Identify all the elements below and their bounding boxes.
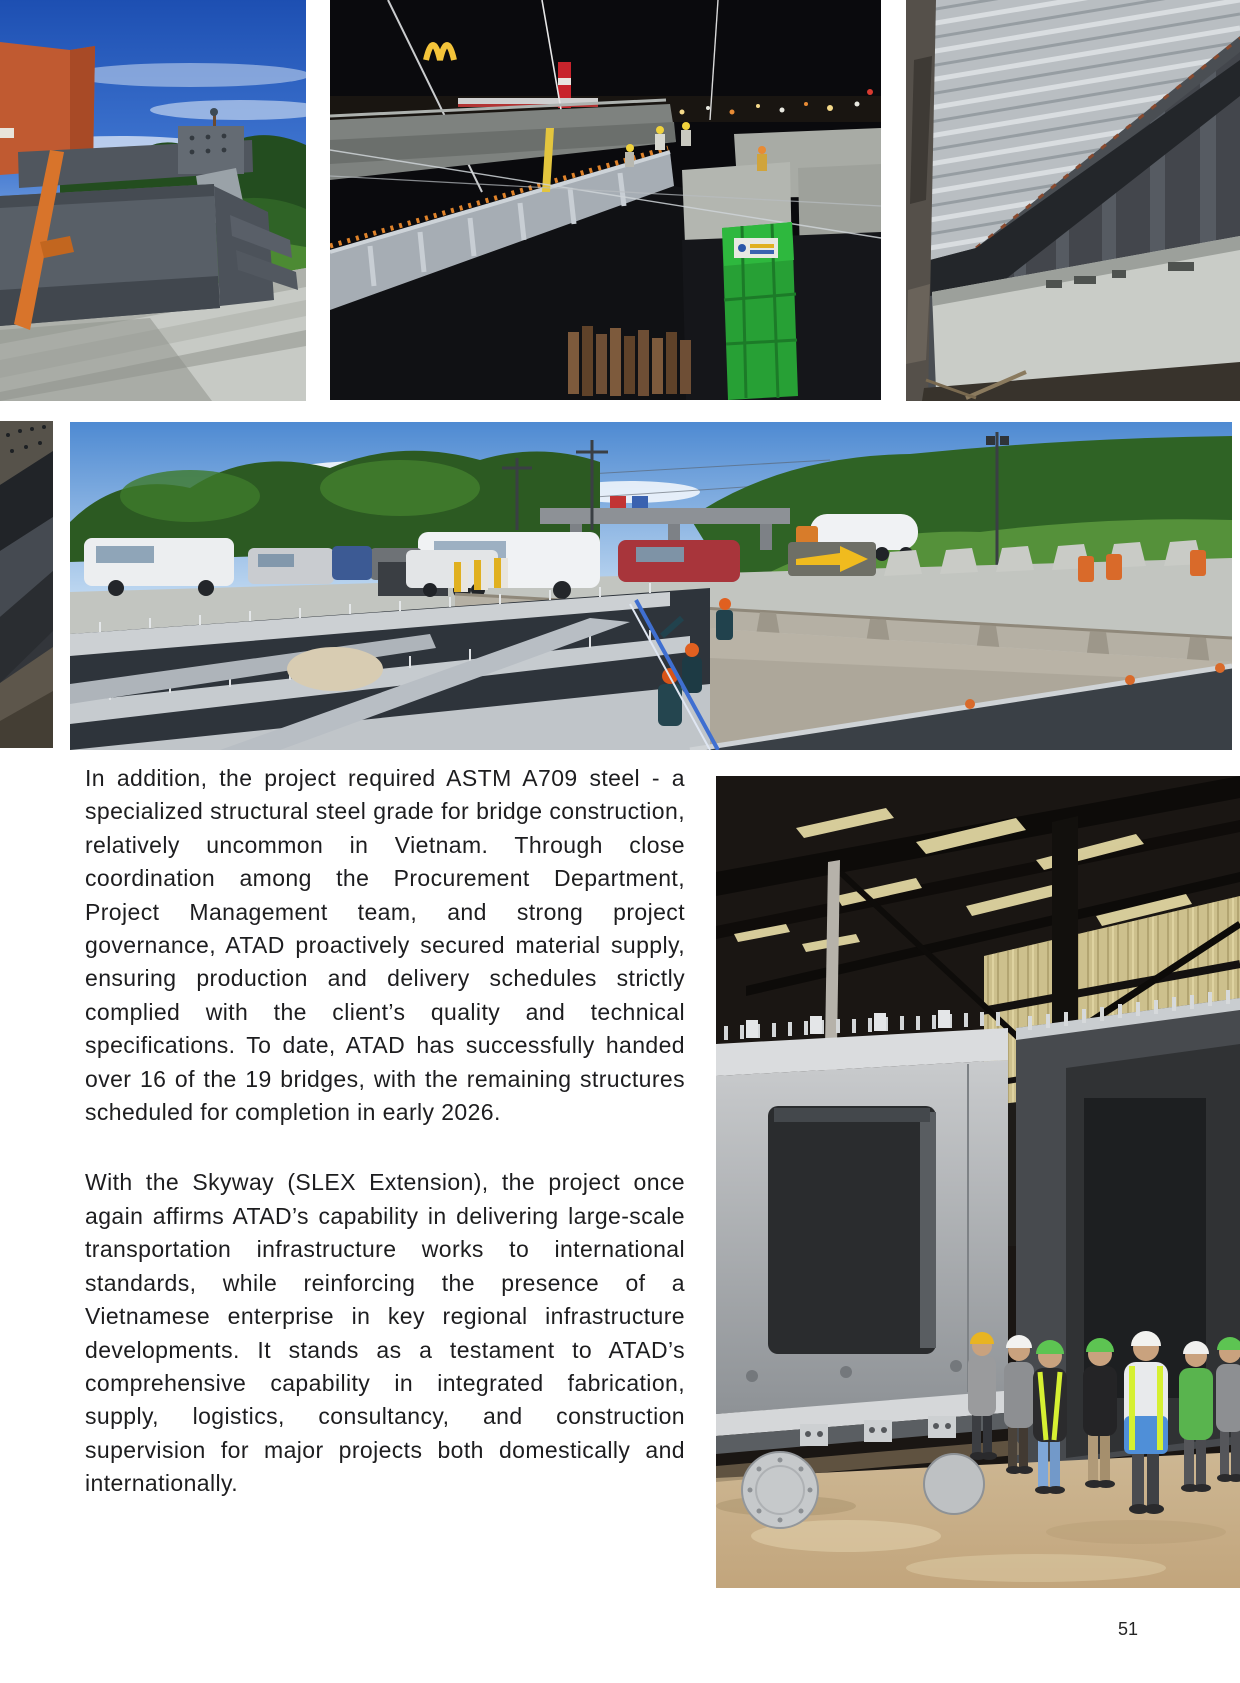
photo-highway-girders: [70, 422, 1232, 750]
photo-highway-girders-art: [70, 422, 1232, 750]
photo-night-erection: [330, 0, 881, 400]
article-paragraph-2: With the Skyway (SLEX Extension), the project once again affirms ATAD’s capability in delivering large-scale transportation infrastructure works to international standards, while reinforcing the presence of a Vietnamese enterprise in key regional infrastructure developments. It stands as a testament to ATAD’s comprehensive capability in integrated fabrication, supply, logistics, consultancy, and construction supervision for major projects both domestically and internationally.: [85, 1169, 685, 1497]
photo-bridge-underside-art: [906, 0, 1240, 401]
page-number: 51: [1117, 1619, 1139, 1639]
photo-girder-closeup-art: [0, 421, 53, 748]
photo-bridge-underside: [906, 0, 1240, 401]
photo-girder-closeup: [0, 421, 53, 748]
photo-girder-on-deck-art: [0, 0, 306, 401]
photo-factory-box-girder-art: [716, 776, 1240, 1588]
photo-night-erection-art: [330, 0, 881, 400]
article-paragraph-1: In addition, the project required ASTM A709 steel - a specialized structural steel grade for bridge construction, relatively uncommon in Vietnam. Through close coordination among the Procurement Department, Project Management team, and strong project governance, ATAD proactively secured material supply, ensuring production and delivery schedules strictly complied with the client’s quality and technical specifications. To date, ATAD has successfully handed over 16 of the 19 bridges, with the remaining structures scheduled for completion in early 2026.: [85, 765, 685, 1126]
article-text: [85, 762, 685, 1538]
photo-factory-box-girder: [716, 776, 1240, 1588]
photo-girder-on-deck: [0, 0, 306, 401]
